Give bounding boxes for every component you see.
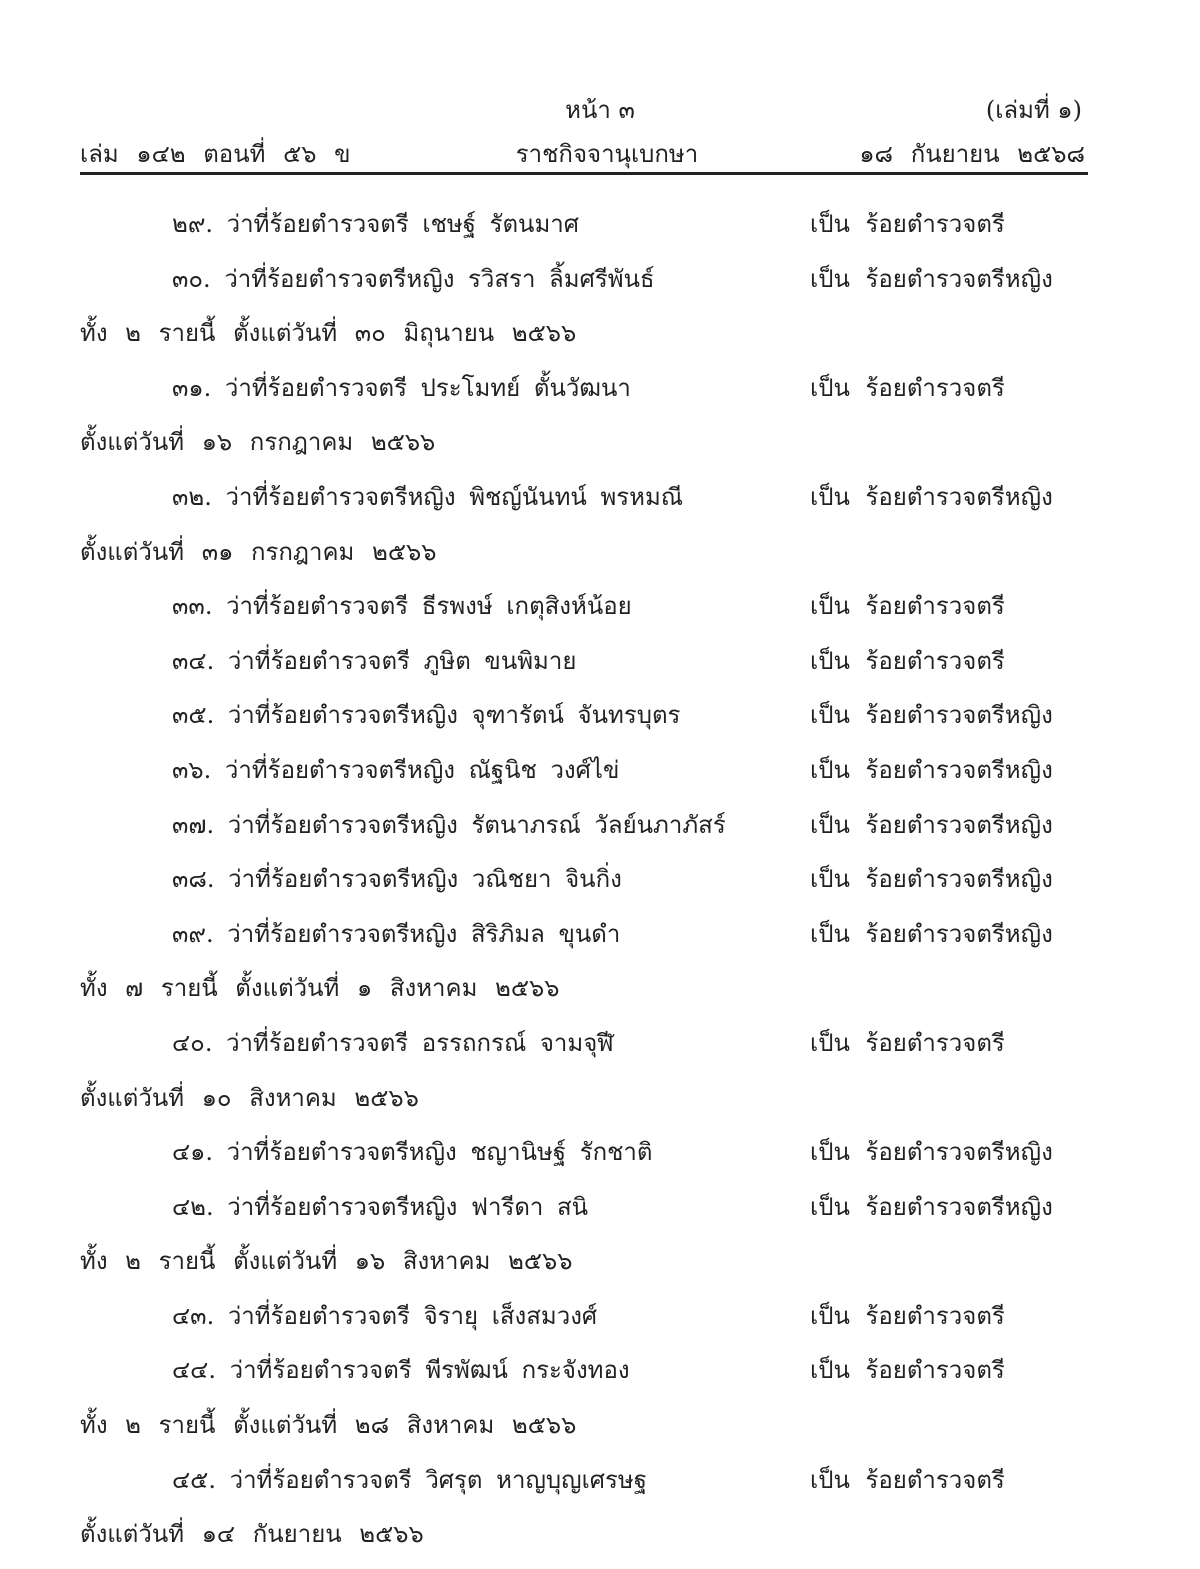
entry-rank: เป็น ร้อยตำรวจตรี: [810, 1356, 1005, 1385]
entry-rank: เป็น ร้อยตำรวจตรี: [810, 1301, 1005, 1330]
appointment-entry: [0, 259, 1200, 314]
entry-name: ๓๗. ว่าที่ร้อยตำรวจตรีหญิง รัตนาภรณ์ วัลย์นภาภัสร์: [172, 810, 726, 839]
entry-name: ๔๕. ว่าที่ร้อยตำรวจตรี วิศรุต หาญบุญเศรษฐ: [172, 1465, 647, 1494]
entry-rank: เป็น ร้อยตำรวจตรีหญิง: [810, 755, 1053, 784]
entry-name: ๔๒. ว่าที่ร้อยตำรวจตรีหญิง ฟารีดา สนิ: [172, 1192, 589, 1221]
entry-name: ๓๖. ว่าที่ร้อยตำรวจตรีหญิง ณัฐนิช วงศ์ไข่: [172, 755, 620, 784]
entry-name: ๓๘. ว่าที่ร้อยตำรวจตรีหญิง วณิชยา จินกิ่ง: [172, 865, 622, 894]
entry-name: ๔๓. ว่าที่ร้อยตำรวจตรี จิรายุ เส็งสมวงศ์: [172, 1301, 598, 1330]
entry-rank: เป็น ร้อยตำรวจตรี: [810, 373, 1005, 402]
gazette-title: ราชกิจจานุเบกษา: [515, 140, 699, 168]
appointment-entry: [0, 859, 1200, 914]
entry-rank: เป็น ร้อยตำรวจตรีหญิง: [810, 1192, 1053, 1221]
publication-date: ๑๘ กันยายน ๒๕๖๘: [859, 140, 1085, 168]
entry-rank: เป็น ร้อยตำรวจตรีหญิง: [810, 919, 1053, 948]
effective-date-note: [0, 313, 1200, 368]
entry-rank: เป็น ร้อยตำรวจตรี: [810, 646, 1005, 675]
effective-date-note: [0, 1405, 1200, 1460]
appointment-entry: [0, 1023, 1200, 1078]
appointment-entry: [0, 1296, 1200, 1351]
appointment-entry: [0, 641, 1200, 696]
appointment-list: [0, 204, 1200, 1569]
appointment-entry: [0, 914, 1200, 969]
entry-rank: เป็น ร้อยตำรวจตรี: [810, 1465, 1005, 1494]
entry-name: ๓๐. ว่าที่ร้อยตำรวจตรีหญิง รวิสรา ลิ้มศรีพันธ์: [172, 264, 655, 293]
entry-rank: เป็น ร้อยตำรวจตรีหญิง: [810, 482, 1053, 511]
appointment-entry: [0, 1460, 1200, 1515]
note-text: ตั้งแต่วันที่ ๓๑ กรกฎาคม ๒๕๖๖: [80, 537, 437, 566]
appointment-entry: [0, 750, 1200, 805]
appointment-entry: [0, 368, 1200, 423]
appointment-entry: [0, 1132, 1200, 1187]
entry-rank: เป็น ร้อยตำรวจตรีหญิง: [810, 810, 1053, 839]
entry-rank: เป็น ร้อยตำรวจตรีหญิง: [810, 1138, 1053, 1167]
issue-info: เล่ม ๑๔๒ ตอนที่ ๕๖ ข: [80, 140, 351, 168]
effective-date-note: [0, 532, 1200, 587]
volume-part: (เล่มที่ ๑): [985, 96, 1082, 124]
entry-name: ๓๒. ว่าที่ร้อยตำรวจตรีหญิง พิชญ์นันทน์ พรหมณี: [172, 482, 684, 511]
entry-name: ๓๓. ว่าที่ร้อยตำรวจตรี ธีรพงษ์ เกตุสิงห์น้อย: [172, 592, 632, 621]
entry-rank: เป็น ร้อยตำรวจตรีหญิง: [810, 865, 1053, 894]
note-text: ตั้งแต่วันที่ ๑๐ สิงหาคม ๒๕๖๖: [80, 1083, 419, 1112]
entry-rank: เป็น ร้อยตำรวจตรี: [810, 1028, 1005, 1057]
entry-name: ๓๕. ว่าที่ร้อยตำรวจตรีหญิง จุฑารัตน์ จันทรบุตร: [172, 701, 681, 730]
entry-rank: เป็น ร้อยตำรวจตรีหญิง: [810, 701, 1053, 730]
effective-date-note: [0, 1514, 1200, 1569]
effective-date-note: [0, 968, 1200, 1023]
entry-name: ๓๔. ว่าที่ร้อยตำรวจตรี ภูษิต ขนพิมาย: [172, 646, 577, 675]
note-text: ทั้ง ๒ รายนี้ ตั้งแต่วันที่ ๑๖ สิงหาคม ๒๕๖๖: [80, 1247, 573, 1276]
entry-name: ๔๐. ว่าที่ร้อยตำรวจตรี อรรถกรณ์ จามจุฬี: [172, 1028, 614, 1057]
entry-rank: เป็น ร้อยตำรวจตรี: [810, 210, 1005, 238]
note-text: ตั้งแต่วันที่ ๑๖ กรกฎาคม ๒๕๖๖: [80, 428, 436, 457]
appointment-entry: [0, 204, 1200, 259]
page-number: หน้า ๓: [565, 96, 635, 124]
entry-name: ๒๙. ว่าที่ร้อยตำรวจตรี เชษฐ์ รัตนมาศ: [172, 210, 579, 238]
note-text: ทั้ง ๗ รายนี้ ตั้งแต่วันที่ ๑ สิงหาคม ๒๕๖๖: [80, 974, 560, 1003]
appointment-entry: [0, 477, 1200, 532]
entry-name: ๓๑. ว่าที่ร้อยตำรวจตรี ประโมทย์ ตั้นวัฒนา: [172, 373, 631, 402]
entry-name: ๔๑. ว่าที่ร้อยตำรวจตรีหญิง ชญานิษฐ์ รักชาติ: [172, 1138, 653, 1167]
entry-name: ๓๙. ว่าที่ร้อยตำรวจตรีหญิง สิริภิมล ขุนดำ: [172, 919, 621, 948]
entry-rank: เป็น ร้อยตำรวจตรี: [810, 592, 1005, 621]
note-text: ทั้ง ๒ รายนี้ ตั้งแต่วันที่ ๒๘ สิงหาคม ๒๕๖๖: [80, 1411, 577, 1440]
appointment-entry: [0, 805, 1200, 860]
header-divider: [80, 172, 1088, 175]
effective-date-note: [0, 1078, 1200, 1133]
effective-date-note: [0, 422, 1200, 477]
note-text: ตั้งแต่วันที่ ๑๔ กันยายน ๒๕๖๖: [80, 1520, 424, 1549]
entry-rank: เป็น ร้อยตำรวจตรีหญิง: [810, 264, 1053, 293]
appointment-entry: [0, 695, 1200, 750]
note-text: ทั้ง ๒ รายนี้ ตั้งแต่วันที่ ๓๐ มิถุนายน ๒๕๖๖: [80, 319, 577, 348]
entry-name: ๔๔. ว่าที่ร้อยตำรวจตรี พีรพัฒน์ กระจังทอง: [172, 1356, 630, 1385]
effective-date-note: [0, 1241, 1200, 1296]
appointment-entry: [0, 1187, 1200, 1242]
appointment-entry: [0, 586, 1200, 641]
appointment-entry: [0, 1350, 1200, 1405]
